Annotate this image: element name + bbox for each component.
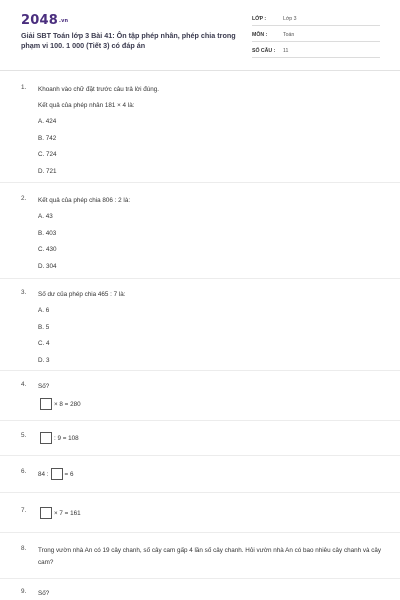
meta-count-label: SỐ CÂU : xyxy=(252,48,276,54)
question-divider xyxy=(0,578,400,579)
question-divider xyxy=(0,492,400,493)
equation-text: : 9 = 108 xyxy=(54,434,79,442)
answer-option[interactable]: D. 304 xyxy=(38,262,57,270)
meta-subject-value: Toán xyxy=(283,32,295,38)
answer-option[interactable]: A. 43 xyxy=(38,213,53,220)
answer-option[interactable]: D. 3 xyxy=(38,356,50,364)
answer-option[interactable]: B. 5 xyxy=(38,323,50,331)
question-divider xyxy=(0,455,400,456)
question-divider xyxy=(0,532,400,533)
question-number: 5. xyxy=(21,432,27,439)
question-statement: Số? xyxy=(38,383,50,390)
document-header xyxy=(0,0,400,70)
answer-blank-box[interactable] xyxy=(40,507,52,519)
question-statement: Kết quả của phép nhân 181 × 4 là: xyxy=(38,102,135,109)
answer-option[interactable]: B. 403 xyxy=(38,229,57,237)
answer-blank-box[interactable] xyxy=(40,432,52,444)
answer-option[interactable]: B. 742 xyxy=(38,134,57,142)
question-text: Trong vườn nhà An có 19 cây chanh, số cây cam gấp 4 lần số cây chanh. Hỏi vườn nhà An có bao nhiêu cây chanh và cây cam? xyxy=(38,547,382,566)
site-logo[interactable] xyxy=(21,13,68,28)
meta-grade-value: Lớp 3 xyxy=(283,16,297,22)
question-divider xyxy=(0,182,400,183)
question-instruction: Khoanh vào chữ đặt trước câu trả lời đúng. xyxy=(38,86,160,93)
logo-suffix: .vn xyxy=(58,18,69,24)
question-statement: Số dư của phép chia 465 : 7 là: xyxy=(38,291,126,298)
answer-option[interactable]: C. 724 xyxy=(38,151,57,158)
meta-subject-label: MÔN : xyxy=(252,32,268,38)
meta-subject-row xyxy=(252,30,380,42)
question-number: 3. xyxy=(21,289,27,296)
answer-option[interactable]: A. 6 xyxy=(38,307,50,314)
answer-option[interactable]: A. 424 xyxy=(38,118,57,125)
answer-blank-box[interactable] xyxy=(51,468,63,480)
equation-text: = 6 xyxy=(64,470,74,478)
document-title: Giải SBT Toán lớp 3 Bài 41: Ôn tập phép nhân, phép chia trong phạm vi 100. 1 000 (Tiết 3) có đáp án xyxy=(21,31,236,50)
equation-text: × 8 = 280 xyxy=(54,400,81,408)
question-number: 8. xyxy=(21,545,27,552)
question-number: 7. xyxy=(21,507,27,514)
answer-option[interactable]: C. 430 xyxy=(38,246,57,253)
meta-grade-label: LỚP : xyxy=(252,16,267,22)
logo-text: 2048 xyxy=(21,13,58,28)
answer-option[interactable]: D. 721 xyxy=(38,167,57,175)
question-number: 9. xyxy=(21,588,27,595)
question-statement: Kết quả của phép chia 806 : 2 là: xyxy=(38,197,131,204)
meta-count-value: 11 xyxy=(283,48,289,54)
question-divider xyxy=(0,420,400,421)
question-divider xyxy=(0,278,400,279)
question-number: 4. xyxy=(21,381,27,388)
meta-grade-row xyxy=(252,14,380,26)
answer-blank-box[interactable] xyxy=(40,398,52,410)
question-divider xyxy=(0,370,400,371)
question-number: 1. xyxy=(21,84,27,91)
equation-text: × 7 = 161 xyxy=(54,509,81,517)
meta-count-row xyxy=(252,46,380,58)
question-number: 6. xyxy=(21,468,27,475)
header-divider xyxy=(0,70,400,71)
equation-text: 84 : xyxy=(38,470,49,478)
answer-option[interactable]: C. 4 xyxy=(38,340,50,347)
question-number: 2. xyxy=(21,195,27,202)
question-statement: Số? xyxy=(38,590,50,597)
